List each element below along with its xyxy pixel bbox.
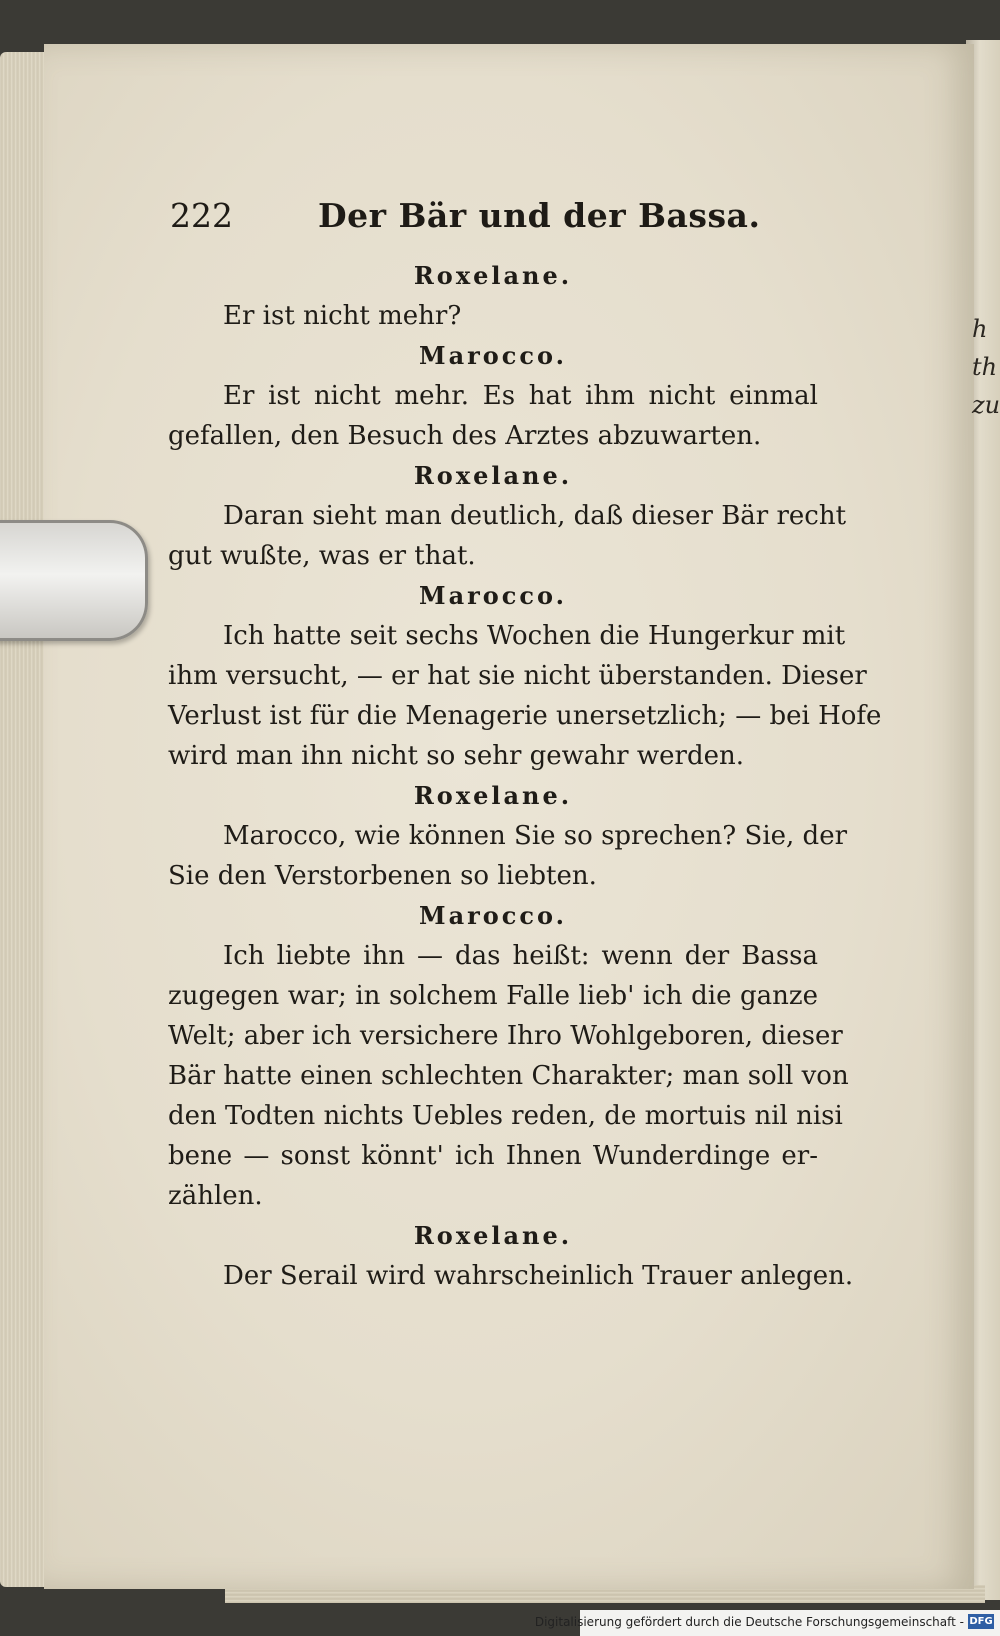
text-line: Ich hatte seit sechs Wochen die Hungerkur mit [223,621,846,651]
speaker-name: Roxelane. [413,261,573,290]
text-line: Daran sieht man deutlich, daß dieser Bär recht [223,501,847,531]
text-line: gefallen, den Besuch des Arztes abzuwarten. [168,421,762,451]
running-title: Der Bär und der Bassa. [318,196,761,235]
bleed-through-line: th [972,353,998,381]
text-line: gut wußte, was er that. [168,541,476,571]
text-line: ihm versucht, — er hat sie nicht überstanden. Dieser [168,661,867,691]
page-clip [0,520,148,641]
speaker-name: Marocco. [419,901,567,930]
bleed-through-text [972,310,998,424]
speaker-name: Roxelane. [413,1221,573,1250]
speaker-name: Roxelane. [413,781,573,810]
text-line: Bär hatte einen schlechten Charakter; man soll von [168,1061,849,1091]
bleed-through-line: h [972,315,988,343]
text-line: zählen. [168,1181,263,1211]
bleed-through-line: zu [972,391,1000,419]
text-block [168,256,882,1296]
text-line: Welt; aber ich versichere Ihro Wohlgeboren, dieser [168,1021,843,1051]
speaker-name: Marocco. [419,581,567,610]
text-line: Der Serail wird wahrscheinlich Trauer anlegen. [223,1261,854,1291]
text-line: Ich liebte ihn — das heißt: wenn der Bassa [223,941,818,971]
footer-credit: Digitalisierung gefördert durch die Deutsche Forschungsgemeinschaft - [534,1615,964,1629]
footer-banner [534,1610,1000,1636]
text-line: den Todten nichts Uebles reden, de mortuis nil nisi [168,1101,843,1131]
text-line: zugegen war; in solchem Falle lieb' ich die ganze [168,981,818,1011]
left-page-stack [0,52,48,1587]
speaker-name: Roxelane. [413,461,573,490]
text-line: Er ist nicht mehr. Es hat ihm nicht einmal [223,381,818,411]
dfg-logo: DFG [969,1616,993,1627]
text-line: Marocco, wie können Sie so sprechen? Sie, der [223,821,848,851]
text-line: Sie den Verstorbenen so liebten. [168,861,597,891]
running-head [170,196,850,256]
text-line: Er ist nicht mehr? [223,301,462,331]
speaker-name: Marocco. [419,341,567,370]
text-line: bene — sonst könnt' ich Ihnen Wunderdinge er- [168,1141,818,1171]
text-line: Verlust ist für die Menagerie unersetzlich; — bei Hofe [168,701,882,731]
text-line: wird man ihn nicht so sehr gewahr werden. [168,741,744,771]
page-number: 222 [170,196,233,235]
